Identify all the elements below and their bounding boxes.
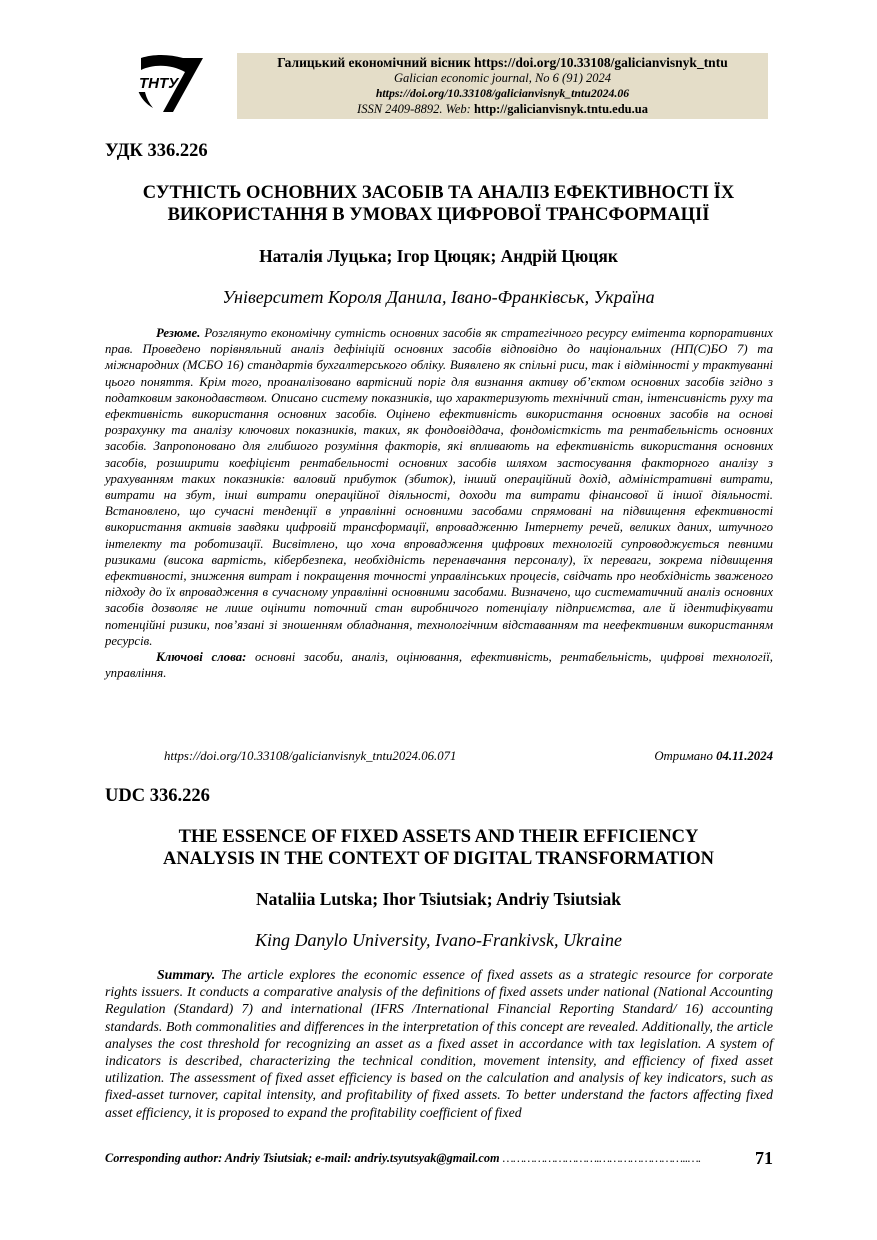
logo-text: ТНТУ	[139, 75, 179, 92]
received-label: Отримано	[654, 749, 713, 763]
doi-received-line	[164, 749, 773, 764]
udc-en: UDC 336.226	[105, 786, 210, 806]
title-ua-line1: СУТНІСТЬ ОСНОВНИХ ЗАСОБІВ ТА АНАЛІЗ ЕФЕКТИВНОСТІ ЇХ	[142, 183, 735, 203]
abstract-paragraph	[105, 325, 773, 649]
abstract-label: Резюме.	[156, 326, 201, 340]
article-doi-link[interactable]: https://doi.org/10.33108/galicianvisnyk_tntu2024.06.071	[164, 749, 457, 763]
footer-dots: ……………………….……………………..….	[502, 1151, 701, 1165]
keywords-text: основні засоби, аналіз, оцінювання, ефективність, рентабельність, цифрові технології, управління.	[105, 650, 773, 681]
article-title-ua	[100, 182, 777, 226]
authors-en: Nataliia Lutska; Ihor Tsiutsiak; Andriy Tsiutsiak	[256, 889, 621, 909]
summary-en	[105, 966, 773, 1121]
abstract-ua	[105, 325, 773, 681]
journal-name-ua: Галицький економічний вісник https://doi.org/10.33108/galicianvisnyk_tntu	[277, 55, 728, 70]
journal-doi[interactable]: https://doi.org/10.33108/galicianvisnyk_tntu2024.06	[375, 86, 630, 100]
authors-ua: Наталія Луцька; Ігор Цюцяк; Андрій Цюцяк	[259, 246, 618, 266]
article-title-en	[100, 826, 777, 870]
title-en-line1: THE ESSENCE OF FIXED ASSETS AND THEIR EFFICIENCY	[178, 827, 699, 847]
tntu-logo-icon	[133, 52, 209, 116]
affiliation-en: King Danylo University, Ivano-Frankivsk, Ukraine	[255, 930, 622, 950]
summary-paragraph	[105, 966, 773, 1121]
keywords-label: Ключові слова:	[156, 650, 247, 665]
journal-web-link[interactable]: http://galicianvisnyk.tntu.edu.ua	[473, 101, 648, 116]
received-info	[654, 749, 773, 764]
page-number: 71	[755, 1148, 773, 1168]
affiliation-ua: Університет Короля Данила, Івано-Франківськ, Україна	[222, 287, 655, 307]
journal-header	[237, 53, 768, 119]
corresponding-author-text: Corresponding author: Andriy Tsiutsiak; e-mail: andriy.tsyutsyak@gmail.com	[105, 1151, 503, 1165]
journal-issn	[237, 102, 768, 118]
journal-name-en: Galician economic journal, No 6 (91) 2024	[394, 70, 611, 85]
summary-label: Summary.	[157, 967, 216, 982]
received-date: 04.11.2024	[716, 749, 773, 763]
summary-text: The article explores the economic essence of fixed assets as a strategic resource for corporate rights issuers. It conducts a comparative analysis of the definitions of fixed assets under national (National Accounting Regulation (Standard) 7) and international (IFRS /International Financial Reporting Standard/ 16) accounting standards. Both commonalities and differences in the interpretation of this concept are revealed. Additionally, the article analyses the cost threshold for recognizing an asset as a fixed asset in accordance with tax legislation. A system of indicators is described, characterizing the technical condition, movement intensity, and efficiency of fixed asset utilization. The assessment of fixed asset efficiency is based on the calculation and analysis of key indicators, such as fixed-asset turnover, capital intensity, and profitability of fixed assets. To better understand the factors affecting fixed asset efficiency, it is proposed to expand the profitability coefficient of fixed	[105, 967, 773, 1120]
abstract-text: Розглянуто економічну сутність основних засобів як стратегічного ресурсу емітента корпоративних прав. Проведено порівняльний аналіз дефініцій основних засобів відповідно до національних (НП(С)БО 7) та міжнародних (МСБО 16) стандартів бухгалтерського обліку. Виявлено як спільні риси, так і відмінності у трактуванні цього поняття. Крім того, проаналізовано вартісний поріг для визнання активу об’єктом основних засобів згідно з податковим законодавством. Описано систему показників, що характеризують технічний стан, інтенсивність руху та ефективність використання основних засобів. Оцінено ефективність використання основних засобів на основі розрахунку та аналізу ключових показників, таких, як фондовіддача, фондомісткість та рентабельність основних засобів. Запропоновано для глибшого розуміння факторів, які впливають на ефективність використання основних засобів, розширити коефіцієнт рентабельності основних засобів шляхом застосування факторного аналізу з урахуванням таких показників: валовий прибуток (збиток), інший операційний дохід, адміністративні витрати, витрати на збут, інші витрати операційної діяльності, доходи та витрати фінансової й іншої діяльності. Встановлено, що сучасні тенденції в управлінні основними засобами спрямовані на підвищення ефективності використання активів завдяки цифровій трансформації, впровадженню Інтернету речей, великих даних, штучного інтелекту та роботизації. Висвітлено, що хоча впровадження цифрових технологій супроводжується певними ризиками (висока вартість, кібербезпека, необхідність перенавчання персоналу), їх переваги, зокрема підвищення ефективності, зниження витрат і покращення точності управлінських процесів, свідчать про необхідність зваженого підходу до їх впровадження в сучасному управлінні основними засобами. Визначено, що систематичний аналіз основних засобів дозволяє не лише оцінити поточний стан виробничого потенціалу підприємства, але й ідентифікувати потенційні ризики, пов’язані зі зношенням обладнання, технологічним відставанням та неефективним використанням ресурсів.	[105, 326, 773, 648]
title-en-line2: ANALYSIS IN THE CONTEXT OF DIGITAL TRANSFORMATION	[162, 849, 715, 869]
issn-text: ISSN 2409-8892. Web:	[357, 101, 474, 116]
udc-ua: УДК 336.226	[105, 141, 208, 161]
title-ua-line2: ВИКОРИСТАННЯ В УМОВАХ ЦИФРОВОЇ ТРАНСФОРМАЦІЇ	[167, 205, 710, 225]
footer-corresponding-author	[105, 1151, 773, 1166]
keywords-paragraph	[105, 649, 773, 681]
